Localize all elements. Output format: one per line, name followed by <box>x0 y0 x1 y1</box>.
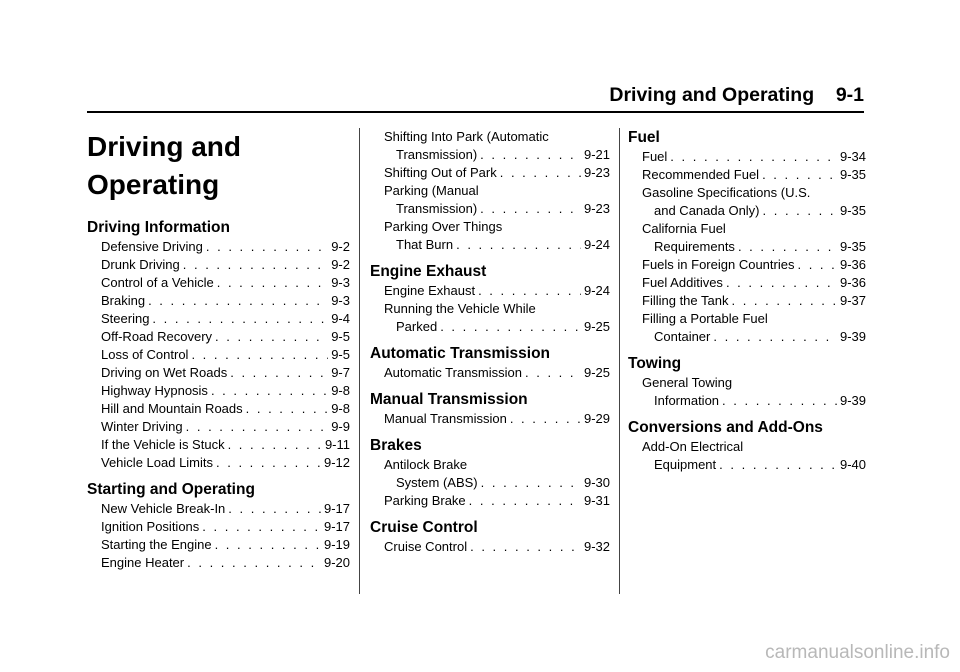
toc-section <box>370 518 610 556</box>
toc-entry-page: 9-17 <box>323 519 350 534</box>
leader-dots <box>731 292 836 310</box>
toc-entry-label: Starting the Engine <box>101 537 212 552</box>
toc-entry[interactable] <box>101 292 350 310</box>
column-divider <box>619 128 620 594</box>
toc-entry[interactable] <box>101 364 350 382</box>
watermark: carmanualsonline.info <box>765 642 950 663</box>
leader-dots <box>217 274 328 292</box>
toc-entry-label: Filling the Tank <box>642 293 729 308</box>
toc-entry-label: Parking (Manual <box>384 183 479 198</box>
toc-entry-label: Filling a Portable Fuel <box>642 311 768 326</box>
toc-column-3 <box>628 128 866 482</box>
toc-entry[interactable] <box>101 436 350 454</box>
toc-entry-page: 9-21 <box>583 147 610 162</box>
toc-section <box>628 418 866 474</box>
toc-entry-label: Drunk Driving <box>101 257 180 272</box>
header-rule <box>87 111 864 113</box>
toc-entry-label: Steering <box>101 311 150 326</box>
leader-dots <box>478 282 581 300</box>
toc-entry-label: Off-Road Recovery <box>101 329 213 344</box>
toc-entry-label: Automatic Transmission <box>384 365 522 380</box>
toc-entry-label: Fuel Additives <box>642 275 723 290</box>
toc-entry-page: 9-25 <box>583 319 610 334</box>
section-title: Driving Information <box>87 219 230 236</box>
toc-entry[interactable] <box>101 382 350 400</box>
toc-entry-page: 9-35 <box>839 167 866 182</box>
toc-entry-label: Running the Vehicle While <box>384 301 536 316</box>
toc-entry[interactable] <box>384 218 610 254</box>
column-divider <box>359 128 360 594</box>
leader-dots <box>763 202 837 220</box>
toc-entry[interactable] <box>101 454 350 472</box>
toc-entry-page: 9-35 <box>839 239 866 254</box>
leader-dots <box>469 492 581 510</box>
section-title: Conversions and Add-Ons <box>628 419 823 436</box>
toc-entry-page: 9-37 <box>839 293 866 308</box>
toc-entry-label: Control of a Vehicle <box>101 275 214 290</box>
section-title: Automatic Transmission <box>370 345 551 362</box>
toc-entry[interactable] <box>384 538 610 556</box>
toc-entry[interactable] <box>642 256 866 274</box>
toc-entry[interactable] <box>642 148 866 166</box>
toc-entry-label-cont: Container <box>654 329 711 344</box>
toc-entry-page: 9-12 <box>323 455 350 470</box>
toc-entry-page: 9-5 <box>331 347 350 362</box>
toc-entry-label: Cruise Control <box>384 539 468 554</box>
toc-entry-label: Engine Heater <box>101 555 185 570</box>
toc-entry-label-cont: Requirements <box>654 239 735 254</box>
toc-entry[interactable] <box>384 164 610 182</box>
toc-entry[interactable] <box>642 166 866 184</box>
chapter-title-line2: Operating <box>87 169 220 200</box>
toc-entry[interactable] <box>101 310 350 328</box>
leader-dots <box>762 166 837 184</box>
toc-entry-label: Manual Transmission <box>384 411 507 426</box>
chapter-title-line1: Driving and <box>87 131 242 162</box>
toc-entry[interactable] <box>384 282 610 300</box>
toc-section <box>370 262 610 336</box>
toc-entry-page: 9-36 <box>839 257 866 272</box>
toc-entry-page: 9-8 <box>331 401 350 416</box>
leader-dots <box>726 274 837 292</box>
toc-entry-page: 9-8 <box>331 383 350 398</box>
toc-section <box>370 436 610 510</box>
toc-entry-label: New Vehicle Break-In <box>101 501 226 516</box>
leader-dots <box>670 148 837 166</box>
toc-entry-label: Parking Over Things <box>384 219 503 234</box>
toc-entry-label: General Towing <box>642 375 733 390</box>
toc-entry-page: 9-34 <box>839 149 866 164</box>
toc-entry-page: 9-24 <box>583 283 610 298</box>
leader-dots <box>470 538 581 556</box>
toc-section <box>87 480 350 572</box>
toc-entry-page: 9-39 <box>839 329 866 344</box>
toc-entry-label: Shifting Out of Park <box>384 165 497 180</box>
leader-dots <box>230 364 328 382</box>
toc-entry[interactable] <box>101 346 350 364</box>
toc-entry-page: 9-35 <box>839 203 866 218</box>
leader-dots <box>215 536 321 554</box>
leader-dots <box>215 328 328 346</box>
section-title: Towing <box>628 355 682 372</box>
toc-entry[interactable] <box>384 128 610 164</box>
toc-entry-page: 9-17 <box>323 501 350 516</box>
toc-entry-page: 9-4 <box>331 311 350 326</box>
leader-dots <box>191 346 328 364</box>
toc-entry-label-cont: and Canada Only) <box>654 203 760 218</box>
toc-entry-label: Add-On Electrical <box>642 439 744 454</box>
leader-dots <box>216 454 321 472</box>
toc-entry-label: Vehicle Load Limits <box>101 455 214 470</box>
leader-dots <box>719 456 837 474</box>
toc-section <box>628 354 866 410</box>
toc-entry-page: 9-40 <box>839 457 866 472</box>
leader-dots <box>228 500 321 518</box>
toc-entry[interactable] <box>384 410 610 428</box>
toc-entry-label: Recommended Fuel <box>642 167 760 182</box>
toc-entry[interactable] <box>642 184 866 220</box>
toc-entry-label-cont: Transmission) <box>396 147 478 162</box>
toc-entry-label: Parking Brake <box>384 493 466 508</box>
toc-entry-label-cont: That Burn <box>396 237 454 252</box>
leader-dots <box>481 474 581 492</box>
toc-entry-page: 9-24 <box>583 237 610 252</box>
toc-entry-page: 9-23 <box>583 165 610 180</box>
toc-entry-label-cont: Equipment <box>654 457 717 472</box>
toc-entry-label: Defensive Driving <box>101 239 203 254</box>
toc-entry[interactable] <box>642 292 866 310</box>
toc-entry-label-cont: System (ABS) <box>396 475 478 490</box>
toc-entry-label: If the Vehicle is Stuck <box>101 437 225 452</box>
toc-section <box>87 218 350 472</box>
toc-entry-page: 9-36 <box>839 275 866 290</box>
toc-entry[interactable] <box>101 274 350 292</box>
toc-entry-label: Braking <box>101 293 146 308</box>
toc-entry-page: 9-11 <box>324 437 350 452</box>
section-title: Brakes <box>370 437 422 454</box>
toc-entry[interactable] <box>101 500 350 518</box>
section-title: Starting and Operating <box>87 481 255 498</box>
leader-dots <box>183 256 328 274</box>
toc-entry-label: Driving on Wet Roads <box>101 365 228 380</box>
toc-entry[interactable] <box>384 300 610 336</box>
toc-entry[interactable] <box>101 238 350 256</box>
leader-dots <box>187 554 321 572</box>
section-title: Fuel <box>628 129 660 146</box>
toc-entry[interactable] <box>101 518 350 536</box>
toc-entry-page: 9-19 <box>323 537 350 552</box>
leader-dots <box>480 200 581 218</box>
leader-dots <box>480 146 581 164</box>
header-title: Driving and Operating <box>609 84 815 106</box>
toc-section <box>370 390 610 428</box>
leader-dots <box>510 410 581 428</box>
running-header <box>609 84 864 107</box>
toc-entry[interactable] <box>384 182 610 218</box>
leader-dots <box>186 418 329 436</box>
toc-entry[interactable] <box>101 256 350 274</box>
toc-entry-page: 9-32 <box>583 539 610 554</box>
leader-dots <box>797 256 837 274</box>
toc-entry-page: 9-9 <box>331 419 350 434</box>
leader-dots <box>206 238 328 256</box>
toc-section <box>628 128 866 346</box>
toc-entry-label-cont: Information <box>654 393 720 408</box>
toc-entry-label: Fuel <box>642 149 668 164</box>
toc-entry-page: 9-3 <box>331 293 350 308</box>
toc-entry-label-cont: Parked <box>396 319 438 334</box>
toc-entry[interactable] <box>101 328 350 346</box>
toc-entry-label: Antilock Brake <box>384 457 468 472</box>
leader-dots <box>228 436 322 454</box>
leader-dots <box>500 164 581 182</box>
toc-entry-label: Highway Hypnosis <box>101 383 208 398</box>
toc-entry-label: Fuels in Foreign Countries <box>642 257 795 272</box>
toc-column-2 <box>370 128 610 564</box>
toc-entry-page: 9-39 <box>839 393 866 408</box>
toc-entry-page: 9-25 <box>583 365 610 380</box>
header-page-number: 9-1 <box>835 84 864 106</box>
leader-dots <box>713 328 837 346</box>
toc-entry-page: 9-31 <box>583 493 610 508</box>
leader-dots <box>525 364 581 382</box>
toc-entry-label: California Fuel <box>642 221 726 236</box>
toc-column-1 <box>87 128 350 580</box>
toc-entry[interactable] <box>642 374 866 410</box>
toc-entry[interactable] <box>384 456 610 492</box>
toc-entry[interactable] <box>642 220 866 256</box>
toc-entry-page: 9-3 <box>331 275 350 290</box>
toc-entry[interactable] <box>101 536 350 554</box>
section-title: Engine Exhaust <box>370 263 487 280</box>
leader-dots <box>152 310 328 328</box>
toc-entry-page: 9-20 <box>323 555 350 570</box>
leader-dots <box>738 238 837 256</box>
toc-entry[interactable] <box>642 310 866 346</box>
leader-dots <box>440 318 581 336</box>
toc-entry-label: Loss of Control <box>101 347 189 362</box>
toc-entry[interactable] <box>101 418 350 436</box>
toc-entry-page: 9-30 <box>583 475 610 490</box>
toc-entry-label: Gasoline Specifications (U.S. <box>642 185 811 200</box>
toc-entry-label: Shifting Into Park (Automatic <box>384 129 549 144</box>
toc-section <box>370 128 610 254</box>
leader-dots <box>211 382 328 400</box>
toc-entry-label: Engine Exhaust <box>384 283 476 298</box>
leader-dots <box>456 236 581 254</box>
toc-entry-label: Winter Driving <box>101 419 183 434</box>
toc-entry[interactable] <box>101 554 350 572</box>
toc-entry-label-cont: Transmission) <box>396 201 478 216</box>
leader-dots <box>722 392 837 410</box>
chapter-title <box>87 128 350 204</box>
toc-entry-label: Hill and Mountain Roads <box>101 401 243 416</box>
leader-dots <box>202 518 321 536</box>
toc-entry-page: 9-2 <box>331 239 350 254</box>
toc-entry[interactable] <box>384 492 610 510</box>
toc-section <box>370 344 610 382</box>
toc-entry[interactable] <box>642 438 866 474</box>
toc-entry[interactable] <box>384 364 610 382</box>
toc-entry[interactable] <box>101 400 350 418</box>
section-title: Cruise Control <box>370 519 478 536</box>
leader-dots <box>246 400 329 418</box>
leader-dots <box>148 292 328 310</box>
section-title: Manual Transmission <box>370 391 528 408</box>
toc-entry-page: 9-5 <box>331 329 350 344</box>
toc-entry[interactable] <box>642 274 866 292</box>
toc-entry-label: Ignition Positions <box>101 519 200 534</box>
toc-entry-page: 9-2 <box>331 257 350 272</box>
toc-entry-page: 9-23 <box>583 201 610 216</box>
toc-entry-page: 9-7 <box>331 365 350 380</box>
toc-entry-page: 9-29 <box>583 411 610 426</box>
